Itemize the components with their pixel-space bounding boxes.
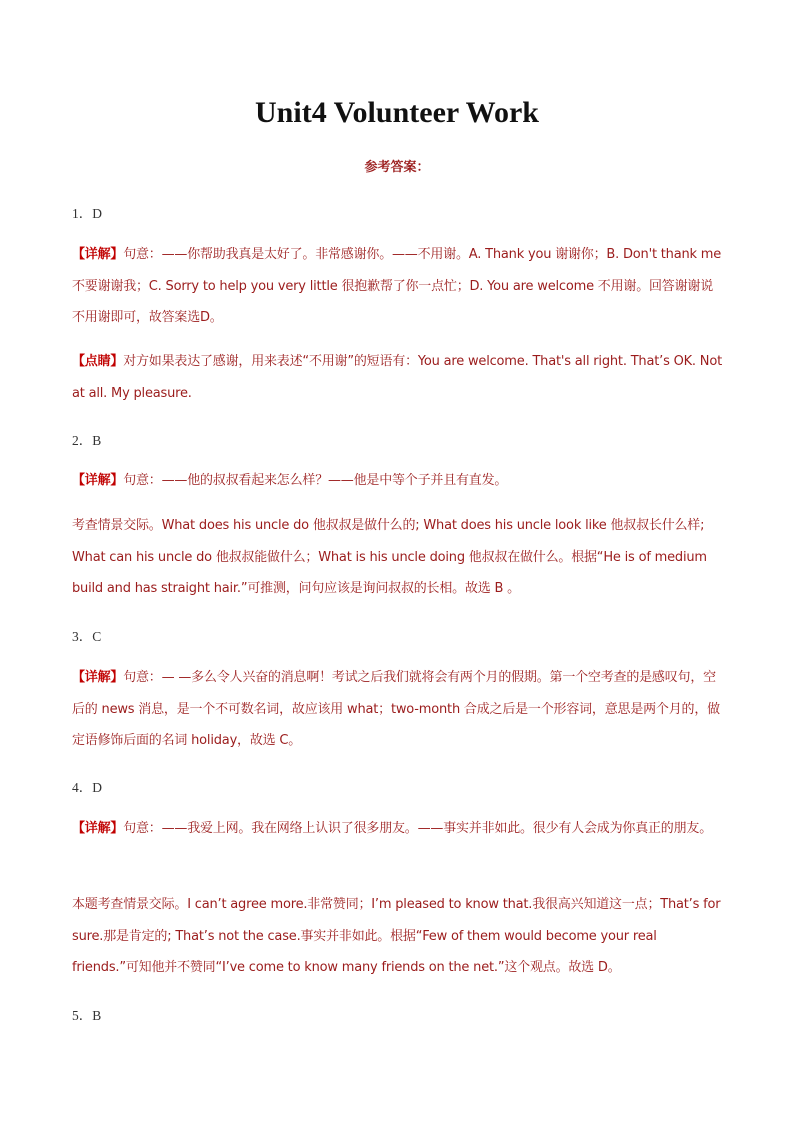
explanation-tag: 【详解】 xyxy=(72,670,124,685)
explanation-text: 句意：——我爱上网。我在网络上认识了很多朋友。——事实并非如此。很少有人会成为你真正的朋友。 xyxy=(123,821,713,836)
tip-tag: 【点睛】 xyxy=(72,354,124,369)
explanation-2 xyxy=(72,465,724,497)
question-number-3: 3．C xyxy=(72,629,102,644)
tip-1 xyxy=(72,346,724,409)
explanation-tag: 【详解】 xyxy=(72,821,124,836)
analysis-2: 考查情景交际。What does his uncle do 他叔叔是做什么的; What does his uncle look like 他叔叔长什么样; What can his uncle do 他叔叔能做什么；What is his uncle doing 他叔叔在做什么。根据“He is of medium build and has straight hair.”可推测，问句应该是询问叔叔的长相。故选 B 。 xyxy=(72,518,707,596)
question-number-4: 4．D xyxy=(72,780,102,795)
question-number-5: 5．B xyxy=(72,1008,102,1023)
explanation-text: 句意：——他的叔叔看起来怎么样？——他是中等个子并且有直发。 xyxy=(123,473,508,488)
explanation-1 xyxy=(72,239,724,334)
explanation-text: 句意：——你帮助我真是太好了。非常感谢你。——不用谢。A. Thank you 谢谢你；B. Don't thank me 不要谢谢我；C. Sorry to help you very little 很抱歉帮了你一点忙；D. You are welcome 不用谢。回答谢谢说不用谢即可，故答案选D。 xyxy=(72,247,722,325)
explanation-text: 句意：— —多么令人兴奋的消息啊！考试之后我们就将会有两个月的假期。第一个空考查的是感叹句，空后的 news 消息，是一个不可数名词，故应该用 what；two-month 合成之后是一个形容词，意思是两个月的，做定语修饰后面的名词 holiday，故选 C。 xyxy=(72,670,720,748)
explanation-tag: 【详解】 xyxy=(72,473,124,488)
explanation-3 xyxy=(72,662,724,757)
question-number-2: 2．B xyxy=(72,433,102,448)
explanation-4 xyxy=(72,813,724,845)
page-title: Unit4 Volunteer Work xyxy=(255,96,539,129)
explanation-tag: 【详解】 xyxy=(72,247,124,262)
tip-text: 对方如果表达了感谢，用来表述“不用谢”的短语有：You are welcome. That's all right. That’s OK. Not at all. My pleasure. xyxy=(72,354,722,401)
question-number-1: 1．D xyxy=(72,206,102,221)
answer-key-heading: 参考答案： xyxy=(364,160,430,175)
analysis-4: 本题考查情景交际。I can’t agree more.非常赞同；I’m pleased to know that.我很高兴知道这一点；That’s for sure.那是肯定的; That’s not the case.事实并非如此。根据“Few of them would become your real friends.”可知他并不赞同“I’ve come to know many friends on the net.”这个观点。故选 D。 xyxy=(72,897,721,975)
